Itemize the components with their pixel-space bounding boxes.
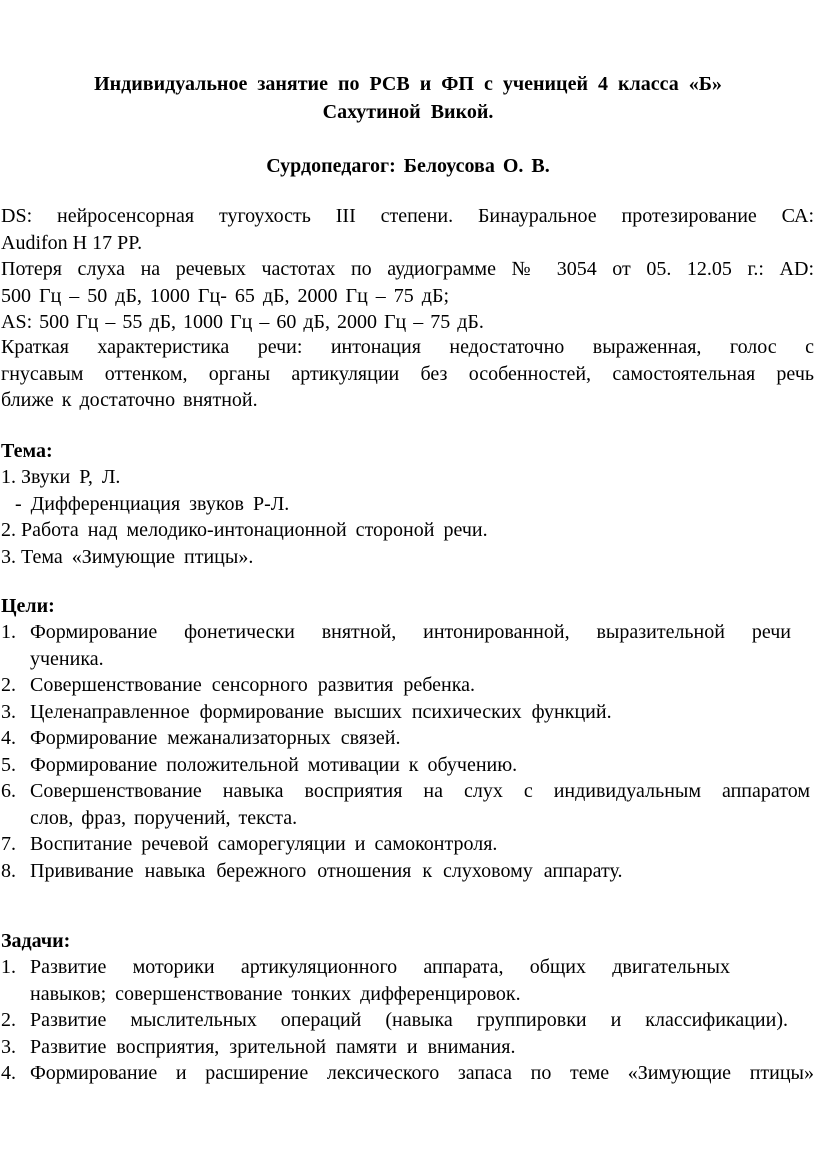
goal-number: 4. (1, 727, 16, 749)
goal-number: 2. (1, 674, 16, 696)
task-text: Формирование и расширение лексического запаса по теме «Зимующие птицы» (30, 1062, 814, 1084)
list-item (1, 954, 730, 1007)
list-item (1, 517, 813, 544)
speech-line-1: Краткая характеристика речи: интонация недостаточно выраженная, голос с (1, 336, 814, 358)
goal-text-line-1: Формирование фонетически внятной, интонированной, выразительной речи (30, 621, 791, 643)
diagnosis-paragraph (1, 203, 814, 256)
hearing-loss-line-1: Потеря слуха на речевых частотах по аудиограмме № 3054 от 05. 12.05 г.: AD: (1, 258, 814, 280)
task-number: 2. (1, 1009, 16, 1031)
goals-list (1, 619, 810, 884)
document-title (40, 70, 776, 126)
list-item (1, 619, 791, 672)
list-item (1, 831, 791, 858)
tasks-list (1, 954, 813, 1087)
list-item (1, 778, 810, 831)
topic-list (1, 464, 813, 570)
goal-text: Формирование положительной мотивации к обучению. (30, 753, 518, 776)
list-item (1, 1034, 813, 1061)
speech-line-2: гнусавым оттенком, органы артикуляции без особенностей, самостоятельная речь (1, 362, 814, 385)
list-item (1, 725, 791, 752)
list-item (1, 752, 791, 779)
goal-number: 6. (1, 780, 16, 802)
goal-text: Совершенствование сенсорного развития ребенка. (30, 674, 475, 696)
task-text: Развитие мыслительных операций (навыка группировки и классификации). (30, 1009, 788, 1031)
goal-number: 5. (1, 753, 16, 776)
task-number: 1. (1, 956, 16, 978)
task-text-line-1: Развитие моторики артикуляционного аппарата, общих двигательных (30, 956, 730, 978)
diagnosis-line-2: Audifon H 17 PP. (1, 231, 143, 254)
tasks-heading: Задачи: (1, 930, 71, 952)
topic-item-1-text: 1. Звуки Р, Л. (1, 466, 121, 488)
title-line-1: Индивидуальное занятие по РСВ и ФП с ученицей 4 класса «Б» (94, 73, 722, 95)
goal-number: 7. (1, 833, 16, 855)
topic-item-3-text: 3. Тема «Зимующие птицы». (1, 545, 254, 568)
goal-text: Формирование межанализаторных связей. (30, 727, 401, 749)
list-item (1, 464, 813, 491)
goal-text: Прививание навыка бережного отношения к слуховому аппарату. (30, 859, 623, 882)
speech-line-3: ближе к достаточно внятной. (1, 389, 258, 411)
topic-item-sub-text: - Дифференциация звуков Р-Л. (15, 492, 290, 515)
teacher-line: Сурдопедагог: Белоусова О. В. (266, 155, 550, 177)
goal-text: Целенаправленное формирование высших психических функций. (30, 700, 612, 723)
task-text: Развитие восприятия, зрительной памяти и внимания. (30, 1035, 516, 1058)
task-text-line-2: навыков; совершенствование тонких дифференцировок. (30, 982, 521, 1005)
speech-paragraph (1, 334, 814, 414)
list-item (1, 1007, 788, 1034)
hearing-loss-line-3: AS: 500 Гц – 55 дБ, 1000 Гц – 60 дБ, 2000 Гц – 75 дБ. (1, 311, 484, 333)
goal-number: 1. (1, 621, 16, 643)
list-item (1, 544, 813, 571)
goal-number: 3. (1, 700, 16, 723)
goal-text-line-2: ученика. (30, 647, 104, 670)
diagnosis-line-1: DS: нейросенсорная тугоухость III степени. Бинауральное протезирование СА: (1, 205, 814, 227)
goals-heading: Цели: (1, 595, 55, 617)
task-number: 4. (1, 1062, 16, 1084)
topic-heading: Тема: (1, 440, 53, 462)
topic-item-2-text: 2. Работа над мелодико-интонационной стороной речи. (1, 519, 488, 541)
list-item (1, 491, 813, 518)
list-item (1, 858, 791, 885)
goal-text-line-2: слов, фраз, поручений, текста. (30, 806, 298, 829)
hearing-loss-line-2: 500 Гц – 50 дБ, 1000 Гц- 65 дБ, 2000 Гц – 75 дБ; (1, 284, 449, 307)
task-number: 3. (1, 1035, 16, 1058)
goal-text-line-1: Совершенствование навыка восприятия на слух с индивидуальным аппаратом (30, 780, 810, 802)
goal-number: 8. (1, 859, 16, 882)
list-item (1, 699, 791, 726)
title-line-2: Сахутиной Викой. (322, 101, 494, 123)
hearing-loss-paragraph (1, 256, 814, 336)
goal-text: Воспитание речевой саморегуляции и самоконтроля. (30, 833, 498, 855)
list-item (1, 672, 791, 699)
list-item (1, 1060, 814, 1087)
